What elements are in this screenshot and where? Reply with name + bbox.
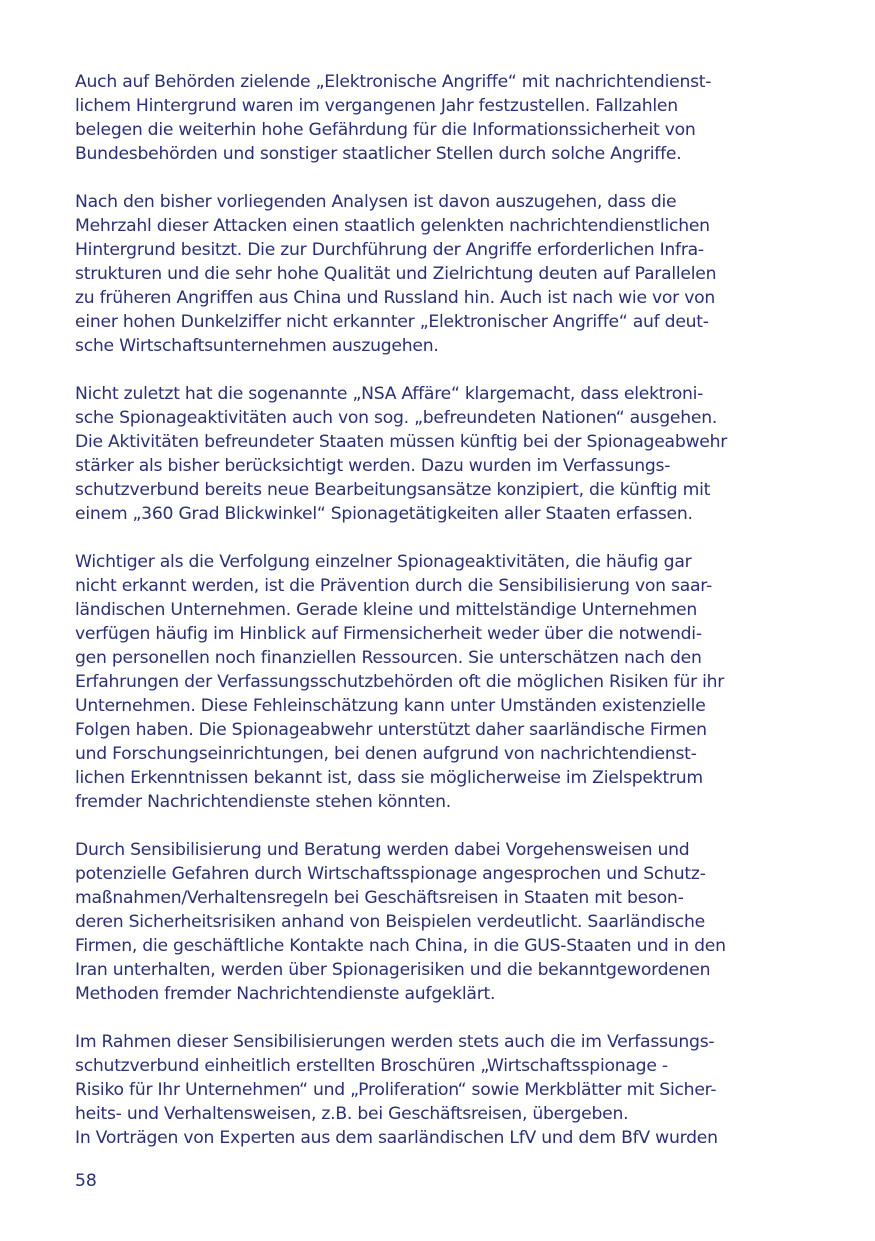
text-line: einer hohen Dunkelziffer nicht erkannter „Elektronischer Angriffe“ auf deut- — [75, 312, 709, 332]
text-line: belegen die weiterhin hohe Gefährdung für die Informationssicherheit von — [75, 120, 696, 140]
text-line: Unternehmen. Diese Fehleinschätzung kann unter Umständen existenzielle — [75, 696, 706, 716]
text-line: sche Wirtschaftsunternehmen auszugehen. — [75, 336, 439, 356]
text-line: lichen Erkenntnissen bekannt ist, dass sie möglicherweise im Zielspektrum — [75, 768, 703, 788]
text-line: Nach den bisher vorliegenden Analysen ist davon auszugehen, dass die — [75, 192, 677, 212]
text-line: Hintergrund besitzt. Die zur Durchführung der Angriffe erforderlichen Infra- — [75, 240, 704, 260]
paragraph-prevention-sensitization — [75, 550, 805, 814]
text-line: strukturen und die sehr hohe Qualität und Zielrichtung deuten auf Parallelen — [75, 264, 717, 284]
text-line: schutzverbund einheitlich erstellten Broschüren „Wirtschaftsspionage - — [75, 1056, 668, 1076]
text-line: Nicht zuletzt hat die sogenannte „NSA Affäre“ klargemacht, dass elektroni- — [75, 384, 704, 404]
page-number: 58 — [75, 1171, 97, 1191]
text-line: zu früheren Angriffen aus China und Russland hin. Auch ist nach wie vor von — [75, 288, 716, 308]
text-line: Firmen, die geschäftliche Kontakte nach China, in die GUS-Staaten und in den — [75, 936, 726, 956]
text-line: fremder Nachrichtendienste stehen könnten. — [75, 792, 451, 812]
text-line: Erfahrungen der Verfassungsschutzbehörden oft die möglichen Risiken für ihr — [75, 672, 725, 692]
text-line: ländischen Unternehmen. Gerade kleine und mittelständige Unternehmen — [75, 600, 697, 620]
paragraph-consulting-business-travel — [75, 838, 805, 1006]
text-line: schutzverbund bereits neue Bearbeitungsansätze konzipiert, die künftig mit — [75, 480, 711, 500]
text-line: potenzielle Gefahren durch Wirtschaftsspionage angesprochen und Schutz- — [75, 864, 706, 884]
text-line: nicht erkannt werden, ist die Prävention durch die Sensibilisierung von saar- — [75, 576, 712, 596]
text-line: Durch Sensibilisierung und Beratung werden dabei Vorgehensweisen und — [75, 840, 690, 860]
text-line: Bundesbehörden und sonstiger staatlicher Stellen durch solche Angriffe. — [75, 144, 682, 164]
text-line: sche Spionageaktivitäten auch von sog. „befreundeten Nationen“ ausgehen. — [75, 408, 718, 428]
text-line: heits- und Verhaltensweisen, z.B. bei Geschäftsreisen, übergeben. — [75, 1104, 629, 1124]
text-line: lichem Hintergrund waren im vergangenen Jahr festzustellen. Fallzahlen — [75, 96, 678, 116]
text-line: Methoden fremder Nachrichtendienste aufgeklärt. — [75, 984, 496, 1004]
paragraph-analysis-state-background — [75, 190, 805, 358]
text-line: und Forschungseinrichtungen, bei denen aufgrund von nachrichtendienst- — [75, 744, 697, 764]
text-line: Wichtiger als die Verfolgung einzelner Spionageaktivitäten, die häufig gar — [75, 552, 692, 572]
text-line: stärker als bisher berücksichtigt werden. Dazu wurden im Verfassungs- — [75, 456, 671, 476]
text-line: Die Aktivitäten befreundeter Staaten müssen künftig bei der Spionageabwehr — [75, 432, 728, 452]
text-line: deren Sicherheitsrisiken anhand von Beispielen verdeutlicht. Saarländische — [75, 912, 705, 932]
paragraph-nsa-affair — [75, 382, 805, 526]
text-line: Im Rahmen dieser Sensibilisierungen werden stets auch die im Verfassungs- — [75, 1032, 715, 1052]
paragraph-brochures-lectures — [75, 1030, 805, 1150]
paragraph-electronic-attacks-authorities — [75, 70, 805, 166]
text-line: verfügen häufig im Hinblick auf Firmensicherheit weder über die notwendi- — [75, 624, 702, 644]
text-line: Auch auf Behörden zielende „Elektronische Angriffe“ mit nachrichtendienst- — [75, 72, 712, 92]
text-line: Mehrzahl dieser Attacken einen staatlich gelenkten nachrichtendienstlichen — [75, 216, 710, 236]
text-line: Iran unterhalten, werden über Spionagerisiken und die bekanntgewordenen — [75, 960, 711, 980]
document-body — [75, 70, 805, 1150]
text-line: Risiko für Ihr Unternehmen“ und „Proliferation“ sowie Merkblätter mit Sicher- — [75, 1080, 717, 1100]
text-line: einem „360 Grad Blickwinkel“ Spionagetätigkeiten aller Staaten erfassen. — [75, 504, 693, 524]
text-line: Folgen haben. Die Spionageabwehr unterstützt daher saarländische Firmen — [75, 720, 707, 740]
text-line: gen personellen noch finanziellen Ressourcen. Sie unterschätzen nach den — [75, 648, 702, 668]
text-line: In Vorträgen von Experten aus dem saarländischen LfV und dem BfV wurden — [75, 1128, 718, 1148]
text-line: maßnahmen/Verhaltensregeln bei Geschäftsreisen in Staaten mit beson- — [75, 888, 684, 908]
